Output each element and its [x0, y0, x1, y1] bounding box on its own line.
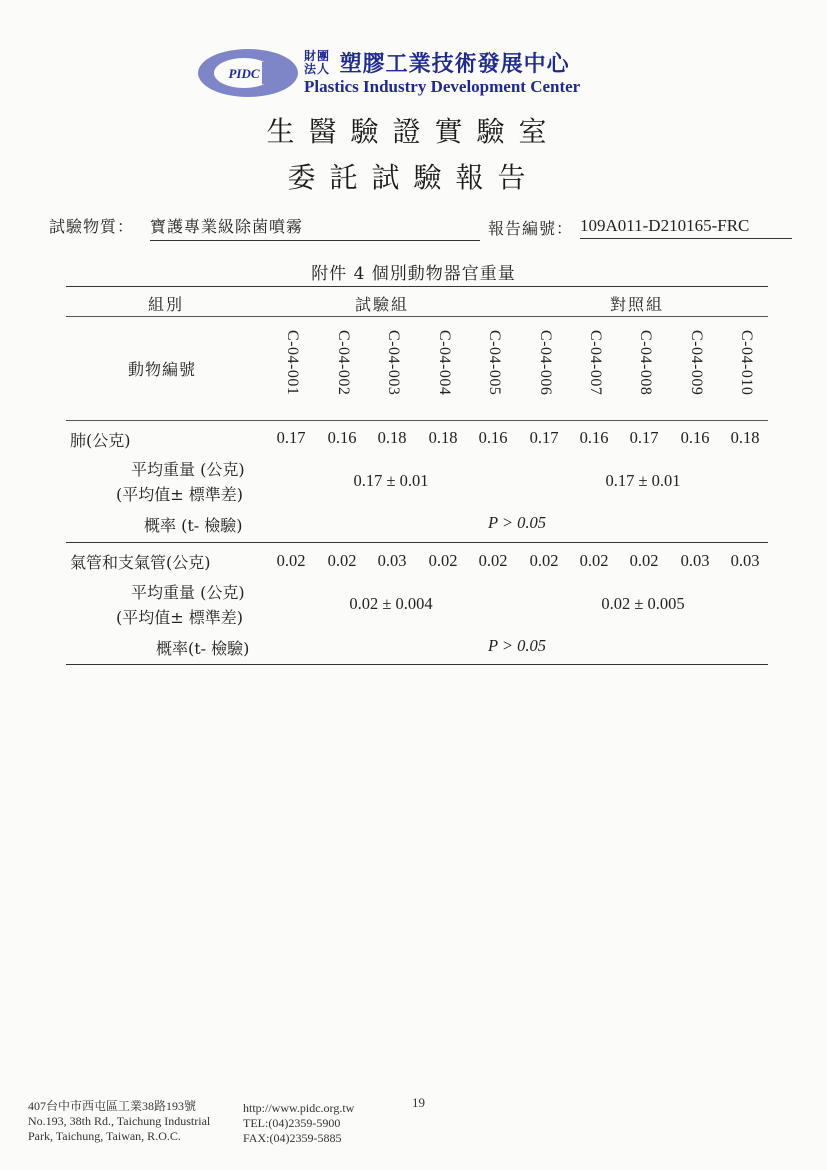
animal-id: C-04-010 [738, 330, 755, 396]
report-number-label: 報告編號： [488, 219, 574, 238]
trachea-mean-control: 0.02 ± 0.005 [601, 594, 685, 613]
trachea-value: 0.03 [680, 551, 710, 570]
trachea-p-label: 概率(t- 檢驗) [156, 639, 250, 658]
address-line-2: No.193, 38th Rd., Taichung Industrial [28, 1114, 211, 1128]
lung-value: 0.18 [428, 428, 458, 447]
trachea-value: 0.02 [478, 551, 508, 570]
animal-id: C-04-004 [436, 330, 453, 396]
trachea-mean-test: 0.02 ± 0.004 [349, 594, 433, 613]
group-label: 組別 [148, 295, 185, 314]
animal-id-label: 動物編號 [128, 360, 197, 379]
table-top-rule [66, 286, 768, 287]
lung-value: 0.18 [730, 428, 760, 447]
lung-block-rule [66, 542, 768, 543]
trachea-value: 0.02 [529, 551, 559, 570]
logo-text: PIDC [228, 66, 260, 81]
org-prefix: 財團法人 [304, 48, 331, 76]
footer-contact [243, 1101, 354, 1146]
trachea-value: 0.02 [276, 551, 306, 570]
lung-value: 0.17 [276, 428, 306, 447]
substance-label: 試驗物質： [49, 217, 135, 236]
org-name-en: Plastics Industry Development Center [304, 77, 581, 96]
phone-number: TEL:(04)2359-5900 [243, 1116, 341, 1130]
substance-value: 寶護專業級除菌噴霧 [150, 214, 480, 241]
lung-value: 0.18 [377, 428, 407, 447]
fax-number: FAX:(04)2359-5885 [243, 1131, 342, 1145]
lung-mean-control: 0.17 ± 0.01 [605, 471, 681, 490]
lung-mean-sd-label: (平均值± 標準差) [116, 485, 243, 504]
trachea-value: 0.02 [579, 551, 609, 570]
website-link[interactable]: http://www.pidc.org.tw [243, 1101, 355, 1115]
animal-id: C-04-007 [587, 330, 604, 396]
lung-label: 肺(公克) [70, 431, 131, 450]
group-control: 對照組 [610, 295, 665, 314]
pidc-logo [196, 46, 300, 100]
lung-value: 0.17 [629, 428, 659, 447]
table-title: 附件 4 個別動物器官重量 [311, 264, 516, 284]
animal-id: C-04-006 [537, 330, 554, 396]
trachea-value: 0.03 [377, 551, 407, 570]
animal-id: C-04-008 [637, 330, 654, 396]
animal-id-rule [66, 420, 768, 421]
lung-p-label: 概率 (t- 檢驗) [144, 516, 243, 535]
address-line-1: 407台中市西屯區工業38路193號 [28, 1099, 197, 1113]
lung-value: 0.16 [327, 428, 357, 447]
lung-value: 0.16 [478, 428, 508, 447]
trachea-label: 氣管和支氣管(公克) [70, 553, 211, 572]
group-test: 試驗組 [355, 295, 410, 314]
lung-value: 0.17 [529, 428, 559, 447]
org-name: 塑膠工業技術發展中心 [339, 52, 570, 77]
org-name-zh [304, 47, 570, 78]
footer-address [28, 1099, 210, 1144]
trachea-mean-sd-label: (平均值± 標準差) [116, 608, 243, 627]
report-number-value: 109A011-D210165-FRC [580, 216, 792, 239]
trachea-value: 0.02 [629, 551, 659, 570]
trachea-value: 0.02 [428, 551, 458, 570]
animal-id: C-04-009 [688, 330, 705, 396]
lung-mean-test: 0.17 ± 0.01 [353, 471, 429, 490]
lab-title: 生醫驗證實驗室 [266, 115, 561, 148]
animal-id: C-04-001 [284, 330, 301, 396]
animal-id: C-04-002 [335, 330, 352, 396]
table-bottom-rule [66, 664, 768, 665]
trachea-value: 0.03 [730, 551, 760, 570]
animal-id: C-04-003 [385, 330, 402, 396]
animal-id: C-04-005 [486, 330, 503, 396]
page-number: 19 [412, 1095, 425, 1110]
lung-p-value: P > 0.05 [487, 513, 547, 532]
header-rule [66, 316, 768, 317]
trachea-value: 0.02 [327, 551, 357, 570]
lung-value: 0.16 [680, 428, 710, 447]
trachea-mean-label: 平均重量 (公克) [131, 583, 245, 602]
lung-value: 0.16 [579, 428, 609, 447]
address-line-3: Park, Taichung, Taiwan, R.O.C. [28, 1129, 181, 1143]
report-title: 委託試驗報告 [287, 161, 540, 194]
lung-mean-label: 平均重量 (公克) [131, 460, 245, 479]
trachea-p-value: P > 0.05 [487, 636, 547, 655]
